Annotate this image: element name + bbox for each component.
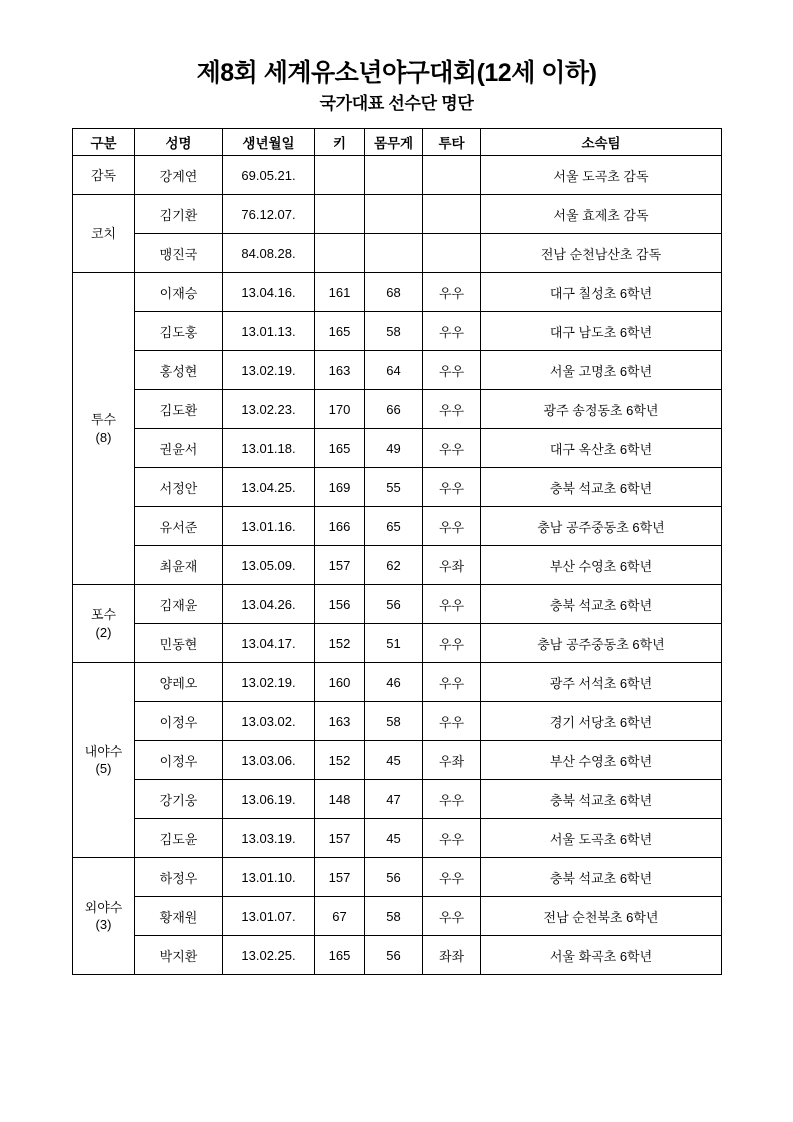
column-header-group: 구분 [73,129,135,156]
group-count: (5) [95,761,112,777]
cell-birthdate: 13.01.16. [223,507,315,546]
table-row [73,351,722,390]
cell-weight: 58 [365,897,423,936]
group-label: 외야수 [84,899,123,915]
cell-birthdate: 13.06.19. [223,780,315,819]
cell-team: 충남 공주중동초 6학년 [481,507,722,546]
cell-throw-bat: 우우 [423,273,481,312]
roster-table [72,128,722,975]
cell-weight: 68 [365,273,423,312]
cell-team: 서울 고명초 6학년 [481,351,722,390]
group-cell [73,663,135,858]
cell-birthdate: 13.01.18. [223,429,315,468]
cell-team: 대구 옥산초 6학년 [481,429,722,468]
cell-weight [365,156,423,195]
table-body [73,156,722,975]
cell-weight: 45 [365,741,423,780]
cell-weight: 51 [365,624,423,663]
cell-throw-bat [423,195,481,234]
table-row [73,390,722,429]
cell-birthdate: 13.02.23. [223,390,315,429]
cell-weight: 56 [365,858,423,897]
cell-name: 이재승 [135,273,223,312]
cell-height: 156 [315,585,365,624]
cell-height: 166 [315,507,365,546]
cell-throw-bat: 우좌 [423,741,481,780]
page-subtitle: 국가대표 선수단 명단 [319,94,474,113]
cell-height: 161 [315,273,365,312]
table-row [73,819,722,858]
group-cell [73,858,135,975]
cell-team: 광주 송정동초 6학년 [481,390,722,429]
table-row [73,234,722,273]
cell-height: 169 [315,468,365,507]
cell-height [315,156,365,195]
cell-throw-bat: 우우 [423,663,481,702]
group-cell [73,195,135,273]
column-header-name: 성명 [135,129,223,156]
cell-birthdate: 13.04.16. [223,273,315,312]
cell-team: 서울 화곡초 6학년 [481,936,722,975]
cell-birthdate: 13.04.25. [223,468,315,507]
table-row [73,897,722,936]
cell-throw-bat: 우우 [423,351,481,390]
table-row [73,156,722,195]
table-row [73,741,722,780]
table-row [73,507,722,546]
group-count: (2) [95,624,112,640]
cell-weight: 47 [365,780,423,819]
table-row [73,663,722,702]
cell-birthdate: 13.01.07. [223,897,315,936]
cell-name: 맹진국 [135,234,223,273]
cell-weight [365,234,423,273]
cell-weight: 56 [365,936,423,975]
cell-weight: 64 [365,351,423,390]
group-label: 포수 [90,607,117,623]
cell-name: 김도윤 [135,819,223,858]
cell-throw-bat: 우우 [423,819,481,858]
cell-birthdate: 13.02.25. [223,936,315,975]
column-header-weight: 몸무게 [365,129,423,156]
table-row [73,195,722,234]
table-row [73,780,722,819]
cell-height: 163 [315,351,365,390]
table-row [73,624,722,663]
group-label: 코치 [90,226,117,242]
cell-throw-bat: 우우 [423,585,481,624]
cell-team: 충남 공주중동초 6학년 [481,624,722,663]
cell-team: 부산 수영초 6학년 [481,741,722,780]
cell-birthdate: 76.12.07. [223,195,315,234]
cell-height: 67 [315,897,365,936]
cell-birthdate: 13.03.06. [223,741,315,780]
group-cell [73,273,135,585]
cell-name: 김도환 [135,390,223,429]
table-row [73,858,722,897]
group-count: (8) [95,429,112,445]
cell-birthdate: 69.05.21. [223,156,315,195]
cell-name: 홍성현 [135,351,223,390]
cell-weight: 65 [365,507,423,546]
cell-name: 강계연 [135,156,223,195]
cell-throw-bat: 우우 [423,624,481,663]
group-cell [73,585,135,663]
cell-name: 하정우 [135,858,223,897]
cell-height: 157 [315,546,365,585]
cell-name: 박지환 [135,936,223,975]
cell-name: 서정안 [135,468,223,507]
cell-name: 김재윤 [135,585,223,624]
cell-height: 163 [315,702,365,741]
cell-weight: 55 [365,468,423,507]
cell-weight: 49 [365,429,423,468]
column-header-height: 키 [315,129,365,156]
cell-team: 서울 도곡초 감독 [481,156,722,195]
cell-team: 전남 순천북초 6학년 [481,897,722,936]
cell-throw-bat: 우우 [423,429,481,468]
cell-team: 서울 효제초 감독 [481,195,722,234]
cell-weight: 62 [365,546,423,585]
cell-throw-bat: 우좌 [423,546,481,585]
cell-weight: 45 [365,819,423,858]
cell-name: 권윤서 [135,429,223,468]
cell-name: 유서준 [135,507,223,546]
table-row [73,312,722,351]
cell-throw-bat: 우우 [423,780,481,819]
cell-name: 김도홍 [135,312,223,351]
table-row [73,702,722,741]
cell-throw-bat: 우우 [423,468,481,507]
cell-throw-bat: 우우 [423,897,481,936]
cell-height [315,195,365,234]
cell-height: 165 [315,429,365,468]
cell-name: 이정우 [135,741,223,780]
cell-throw-bat: 좌좌 [423,936,481,975]
cell-name: 이정우 [135,702,223,741]
cell-height: 148 [315,780,365,819]
cell-name: 황재원 [135,897,223,936]
column-header-throw-bat: 투타 [423,129,481,156]
cell-birthdate: 13.04.17. [223,624,315,663]
cell-team: 충북 석교초 6학년 [481,780,722,819]
cell-height: 152 [315,624,365,663]
table-row [73,429,722,468]
cell-team: 대구 칠성초 6학년 [481,273,722,312]
group-label: 내야수 [84,743,123,759]
cell-height: 157 [315,819,365,858]
cell-weight: 58 [365,312,423,351]
column-header-birthdate: 생년월일 [223,129,315,156]
cell-name: 김기환 [135,195,223,234]
cell-throw-bat [423,156,481,195]
cell-height: 152 [315,741,365,780]
cell-team: 충북 석교초 6학년 [481,858,722,897]
cell-weight: 56 [365,585,423,624]
cell-name: 강기웅 [135,780,223,819]
cell-height [315,234,365,273]
cell-team: 부산 수영초 6학년 [481,546,722,585]
cell-throw-bat: 우우 [423,858,481,897]
cell-weight: 66 [365,390,423,429]
cell-team: 전남 순천남산초 감독 [481,234,722,273]
cell-throw-bat [423,234,481,273]
cell-birthdate: 13.01.10. [223,858,315,897]
group-count: (3) [95,917,112,933]
cell-height: 170 [315,390,365,429]
cell-name: 양레오 [135,663,223,702]
table-row [73,468,722,507]
cell-team: 충북 석교초 6학년 [481,585,722,624]
table-row [73,546,722,585]
cell-throw-bat: 우우 [423,702,481,741]
cell-name: 민동현 [135,624,223,663]
cell-height: 165 [315,936,365,975]
cell-birthdate: 13.03.02. [223,702,315,741]
cell-team: 광주 서석초 6학년 [481,663,722,702]
group-label: 감독 [90,167,117,183]
cell-height: 165 [315,312,365,351]
cell-weight: 46 [365,663,423,702]
cell-birthdate: 13.05.09. [223,546,315,585]
cell-team: 서울 도곡초 6학년 [481,819,722,858]
cell-team: 대구 남도초 6학년 [481,312,722,351]
table-header-row [73,129,722,156]
group-label: 투수 [90,412,117,428]
cell-weight [365,195,423,234]
cell-throw-bat: 우우 [423,390,481,429]
table-header [73,129,722,156]
cell-birthdate: 13.02.19. [223,663,315,702]
cell-birthdate: 13.03.19. [223,819,315,858]
cell-team: 충북 석교초 6학년 [481,468,722,507]
table-row [73,936,722,975]
cell-throw-bat: 우우 [423,312,481,351]
page-title: 제8회 세계유소년야구대회(12세 이하) [196,59,597,87]
cell-birthdate: 13.01.13. [223,312,315,351]
cell-name: 최윤재 [135,546,223,585]
cell-birthdate: 13.04.26. [223,585,315,624]
column-header-team: 소속팀 [481,129,722,156]
table-row [73,273,722,312]
cell-throw-bat: 우우 [423,507,481,546]
cell-team: 경기 서당초 6학년 [481,702,722,741]
cell-birthdate: 84.08.28. [223,234,315,273]
table-row [73,585,722,624]
cell-birthdate: 13.02.19. [223,351,315,390]
group-cell [73,156,135,195]
cell-height: 160 [315,663,365,702]
cell-height: 157 [315,858,365,897]
cell-weight: 58 [365,702,423,741]
